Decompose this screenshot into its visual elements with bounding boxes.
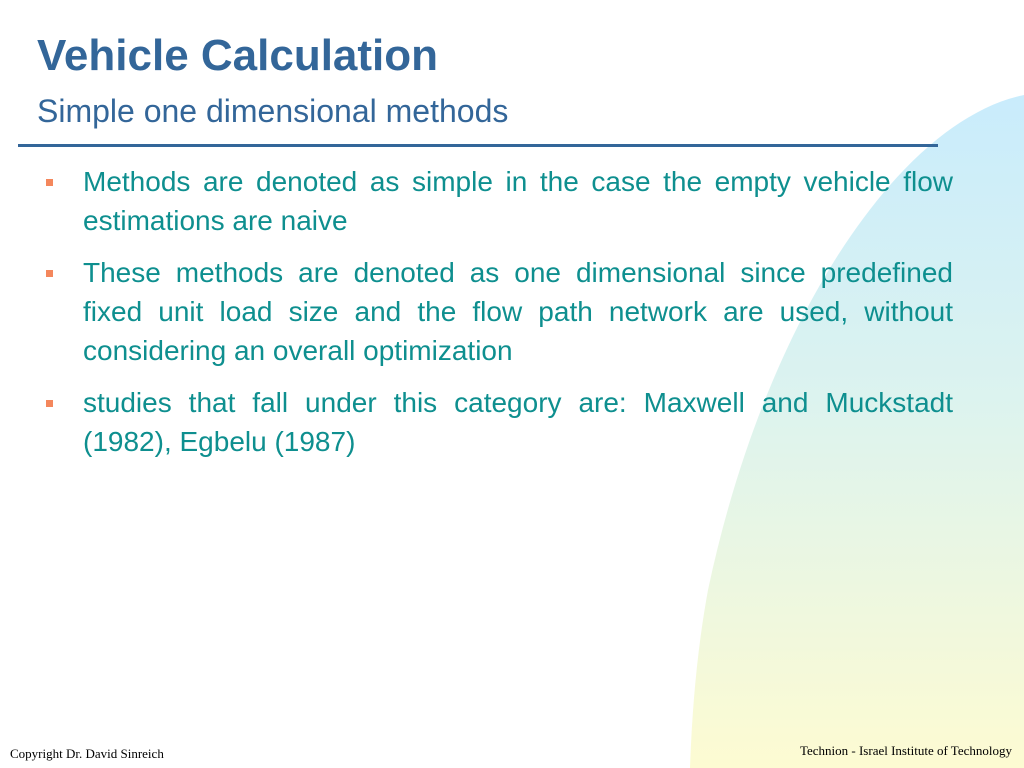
footer-copyright: Copyright Dr. David Sinreich [10, 746, 164, 761]
bullet-list [0, 162, 1024, 474]
bullet-text: studies that fall under this category are: Maxwell and Muckstadt (1982), Egbelu (1987) [83, 387, 953, 457]
square-bullet-icon [46, 400, 53, 407]
footer-institution: Technion - Israel Institute of Technology [799, 743, 1012, 758]
square-bullet-icon [46, 270, 53, 277]
bullet-item [0, 253, 953, 370]
bullet-item [0, 162, 953, 240]
bullet-text: Methods are denoted as simple in the case the empty vehicle flow estimations are naive [83, 166, 953, 236]
slide-subtitle: Simple one dimensional methods [37, 93, 509, 129]
bullet-text: These methods are denoted as one dimensional since predefined fixed unit load size and the flow path network are used, without considering an overall optimization [83, 257, 953, 366]
bullet-item [0, 383, 953, 461]
square-bullet-icon [46, 179, 53, 186]
title-divider [18, 144, 938, 147]
slide-title: Vehicle Calculation [37, 31, 439, 80]
